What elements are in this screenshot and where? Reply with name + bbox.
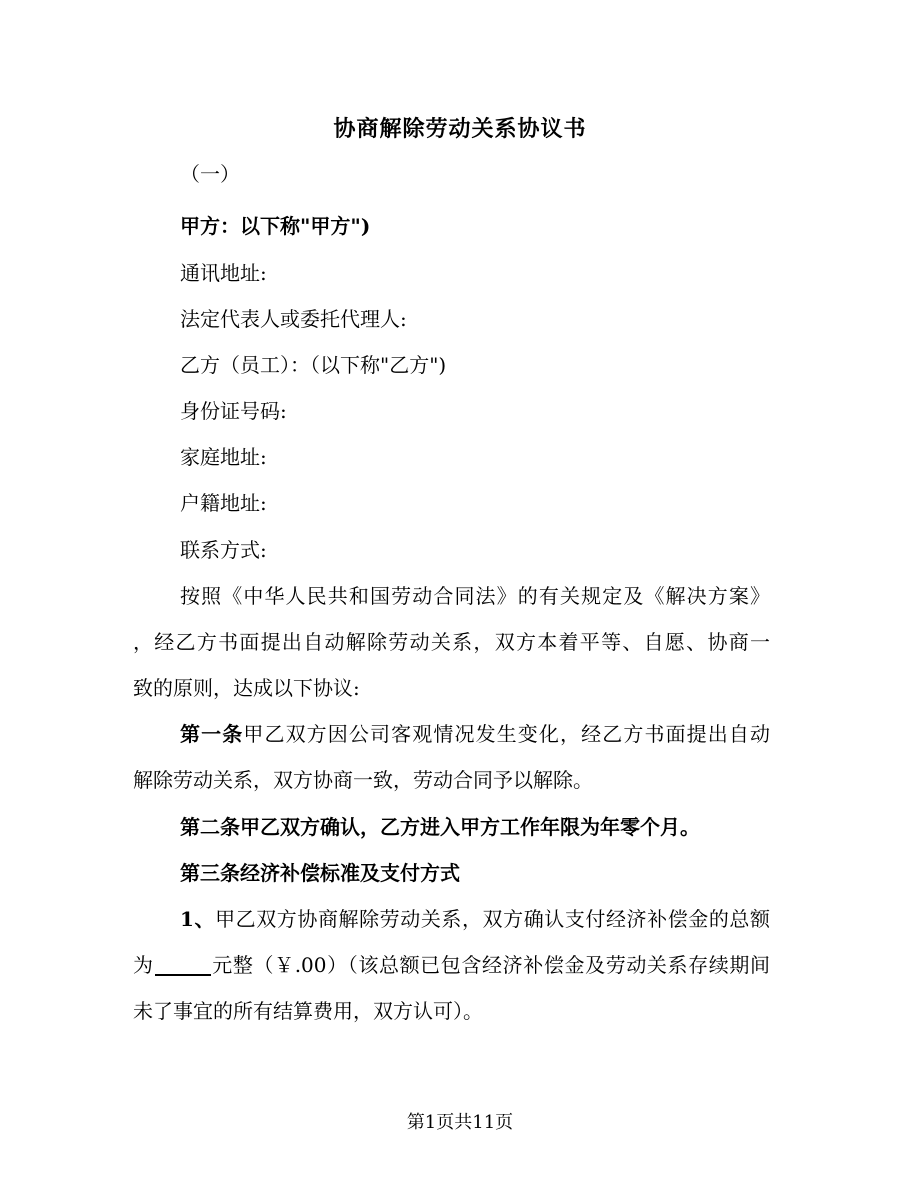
article-1-line-2: 解除劳动关系，双方协商一致，劳动合同予以解除。: [133, 768, 593, 792]
intro-line-3: 致的原则，达成以下协议:: [133, 676, 360, 700]
section-number: （一）: [180, 162, 240, 186]
clause-1-prefix: 为: [133, 953, 154, 977]
page-number: 第1页共11页: [406, 1112, 514, 1133]
clause-1-amount-text: 元整（￥.00）（该总额已包含经济补偿金及劳动关系存续期间: [211, 953, 771, 977]
household-address-line: 户籍地址:: [180, 491, 267, 515]
amount-blank: [155, 954, 211, 976]
article-2: 第二条甲乙双方确认，乙方进入甲方工作年限为年零个月。: [180, 815, 700, 839]
clause-1-text: 甲乙双方协商解除劳动关系，双方确认支付经济补偿金的总额: [215, 907, 771, 931]
clause-1-line-1: [180, 905, 770, 933]
article-1-heading: 第一条: [180, 722, 244, 746]
intro-line-1: 按照《中华人民共和国劳动合同法》的有关规定及《解决方案》: [180, 584, 770, 608]
clause-1-line-3: 未了事宜的所有结算费用，双方认可）。: [133, 999, 483, 1023]
clause-1-line-2: [133, 951, 770, 979]
id-number-line: 身份证号码:: [180, 399, 287, 423]
document-title: 协商解除劳动关系协议书: [333, 116, 587, 142]
intro-line-2: ，经乙方书面提出自动解除劳动关系，双方本着平等、自愿、协商一: [133, 630, 770, 654]
party-b-line: 乙方（员工）：（以下称"乙方"): [180, 353, 447, 377]
article-1-line-1: [180, 720, 770, 748]
home-address-line: 家庭地址:: [180, 445, 267, 469]
party-a-line: 甲方：以下称"甲方"): [180, 214, 371, 238]
article-3-heading: 第三条经济补偿标准及支付方式: [180, 861, 460, 885]
address-line: 通讯地址:: [180, 261, 267, 285]
representative-line: 法定代表人或委托代理人:: [180, 307, 407, 331]
contact-line: 联系方式:: [180, 538, 267, 562]
article-1-text: 甲乙双方因公司客观情况发生变化，经乙方书面提出自动: [243, 722, 771, 746]
clause-1-number: 1、: [180, 907, 216, 931]
